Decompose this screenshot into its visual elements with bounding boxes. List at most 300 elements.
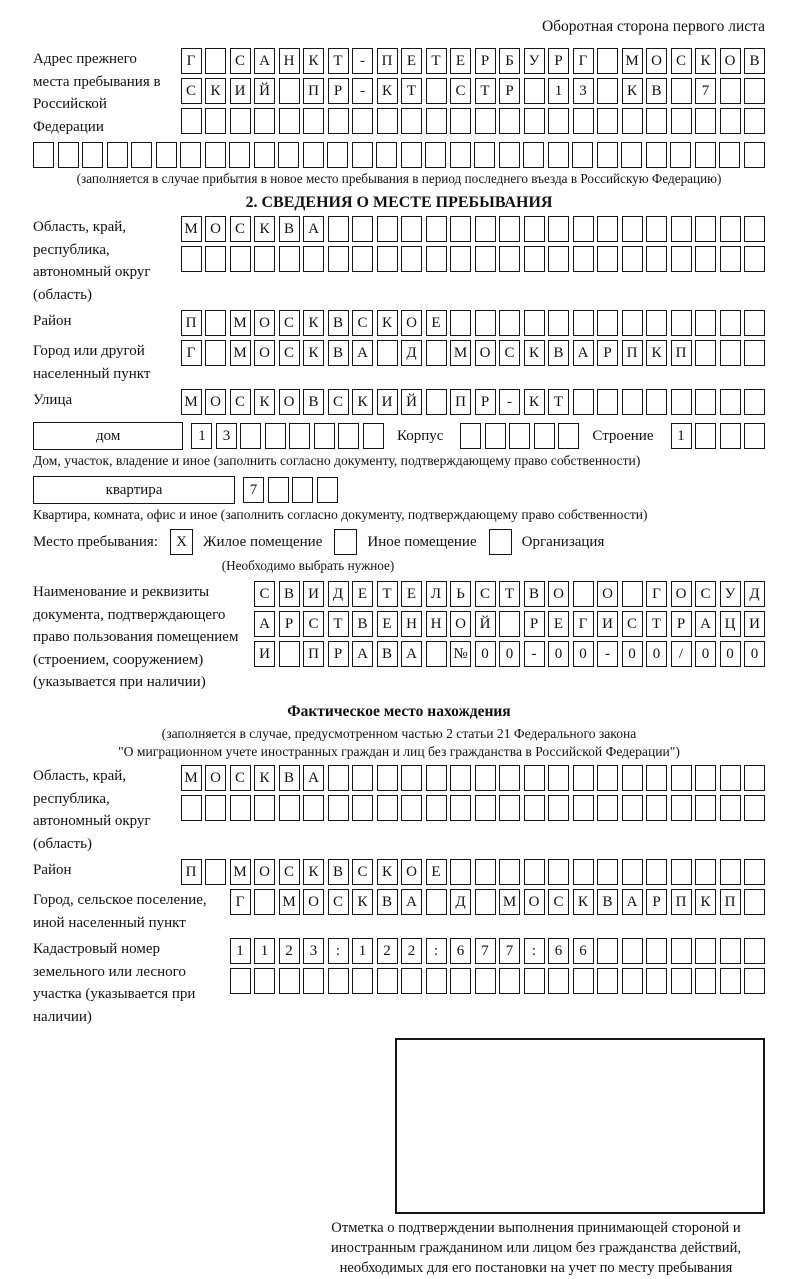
house-number-cells — [191, 423, 384, 449]
char-cell — [671, 795, 692, 821]
char-cell — [646, 795, 667, 821]
region-label: Область, край, республика, автономный округ (область) — [33, 219, 151, 303]
char-cell: В — [328, 310, 349, 336]
actual-district-label: Район — [33, 862, 72, 879]
char-cell: М — [181, 389, 202, 415]
actual-district-field — [33, 859, 765, 885]
char-cell: Р — [499, 78, 520, 104]
char-cell — [352, 142, 373, 168]
char-cell — [671, 765, 692, 791]
char-cell — [597, 938, 618, 964]
actual-district-rows — [181, 859, 766, 885]
char-cell: К — [352, 889, 373, 915]
char-cell: Й — [475, 611, 496, 637]
char-cell — [720, 423, 741, 449]
char-cell — [524, 108, 545, 134]
char-cell — [499, 968, 520, 994]
char-cell: А — [695, 611, 716, 637]
char-cell: 0 — [622, 641, 643, 667]
char-cell: С — [352, 859, 373, 885]
char-cell: С — [303, 611, 324, 637]
char-cell: : — [328, 938, 349, 964]
char-cell — [426, 765, 447, 791]
char-cell — [499, 765, 520, 791]
char-cell: : — [524, 938, 545, 964]
actual-location-note — [33, 725, 765, 762]
char-cell: К — [303, 48, 324, 74]
char-cell: 2 — [377, 938, 398, 964]
char-cell — [671, 108, 692, 134]
char-cell — [744, 889, 765, 915]
char-cell — [524, 246, 545, 272]
char-cell: О — [205, 765, 226, 791]
char-cell — [744, 795, 765, 821]
actual-region-rows — [181, 765, 766, 855]
char-cell: П — [303, 641, 324, 667]
char-cell: Н — [426, 611, 447, 637]
char-cell — [426, 795, 447, 821]
char-cell — [279, 968, 300, 994]
char-cell — [475, 246, 496, 272]
char-cell — [548, 859, 569, 885]
char-cell — [534, 423, 555, 449]
char-cell — [523, 142, 544, 168]
char-cell — [279, 78, 300, 104]
char-cell — [573, 765, 594, 791]
char-cell: А — [622, 889, 643, 915]
char-cell: 0 — [499, 641, 520, 667]
char-cell — [205, 340, 226, 366]
char-cell — [450, 795, 471, 821]
char-cell: С — [279, 310, 300, 336]
char-cell — [279, 641, 300, 667]
char-cell: Т — [475, 78, 496, 104]
char-cell: Г — [573, 611, 594, 637]
actual-region-label: Область, край, республика, автономный округ (область) — [33, 768, 151, 852]
char-cell — [572, 142, 593, 168]
char-cell: М — [499, 889, 520, 915]
char-cell — [475, 968, 496, 994]
char-cell: К — [303, 340, 324, 366]
char-cell — [205, 310, 226, 336]
char-cell — [499, 142, 520, 168]
char-cell — [279, 108, 300, 134]
char-cell — [303, 142, 324, 168]
char-cell — [377, 340, 398, 366]
char-cell — [597, 246, 618, 272]
char-cell — [450, 968, 471, 994]
char-cell: Г — [181, 48, 202, 74]
char-cell — [558, 423, 579, 449]
char-cell: Р — [475, 48, 496, 74]
house-widebox: дом — [33, 422, 183, 450]
char-cell: - — [524, 641, 545, 667]
char-cell: Р — [548, 48, 569, 74]
char-cell: Е — [426, 310, 447, 336]
char-cell — [720, 108, 741, 134]
char-cell — [744, 859, 765, 885]
char-cell — [622, 246, 643, 272]
char-cell — [327, 142, 348, 168]
char-cell: И — [744, 611, 765, 637]
char-cell — [646, 246, 667, 272]
char-cell — [460, 423, 481, 449]
char-cell: В — [524, 581, 545, 607]
char-cell — [352, 246, 373, 272]
char-cell — [450, 108, 471, 134]
city-rows — [181, 340, 766, 385]
char-cell — [450, 216, 471, 242]
char-cell — [485, 423, 506, 449]
char-cell — [524, 968, 545, 994]
char-cell — [744, 310, 765, 336]
char-cell: Д — [744, 581, 765, 607]
char-cell: 7 — [243, 477, 264, 503]
char-cell: О — [254, 859, 275, 885]
char-cell — [205, 48, 226, 74]
char-cell: Р — [597, 340, 618, 366]
char-cell — [744, 340, 765, 366]
stroenie-cells — [671, 423, 766, 449]
actual-location-title: Фактическое место нахождения — [287, 702, 511, 720]
apartment-cells — [243, 477, 338, 503]
char-cell — [499, 795, 520, 821]
char-cell — [205, 859, 226, 885]
char-cell — [548, 310, 569, 336]
char-cell: А — [254, 611, 275, 637]
char-cell: 3 — [573, 78, 594, 104]
char-cell: П — [622, 340, 643, 366]
char-cell — [230, 795, 251, 821]
char-cell: В — [328, 859, 349, 885]
char-cell — [597, 765, 618, 791]
char-cell — [646, 968, 667, 994]
char-cell: 0 — [548, 641, 569, 667]
char-cell — [695, 795, 716, 821]
char-cell — [107, 142, 128, 168]
char-cell — [744, 216, 765, 242]
char-cell: Е — [401, 581, 422, 607]
street-field — [33, 389, 765, 415]
actual-city-label: Город, сельское поселение, иной населенный пункт — [33, 892, 207, 931]
char-cell: Р — [279, 611, 300, 637]
cadastre-rows — [230, 938, 766, 1028]
section2-title: 2. СВЕДЕНИЯ О МЕСТЕ ПРЕБЫВАНИЯ — [245, 194, 553, 211]
char-cell — [720, 310, 741, 336]
char-cell: С — [328, 389, 349, 415]
char-cell: П — [671, 889, 692, 915]
char-cell: К — [695, 48, 716, 74]
char-cell: С — [622, 611, 643, 637]
char-cell — [524, 859, 545, 885]
char-cell — [181, 108, 202, 134]
actual-location-note-line1: (заполняется в случае, предусмотренном частью 2 статьи 21 Федерального закона — [161, 725, 637, 741]
stay-option-other-label: Иное помещение — [367, 533, 477, 550]
char-cell — [720, 340, 741, 366]
char-cell — [426, 389, 447, 415]
char-cell: К — [303, 310, 324, 336]
char-cell — [695, 859, 716, 885]
char-cell — [720, 78, 741, 104]
char-cell: Д — [328, 581, 349, 607]
char-cell: 0 — [695, 641, 716, 667]
char-cell — [328, 765, 349, 791]
char-cell: 7 — [499, 938, 520, 964]
char-cell: В — [352, 611, 373, 637]
char-cell — [450, 859, 471, 885]
char-cell — [499, 246, 520, 272]
char-cell — [205, 142, 226, 168]
char-cell: 1 — [230, 938, 251, 964]
char-cell: О — [646, 48, 667, 74]
stroenie-label: Строение — [592, 427, 654, 444]
char-cell: В — [279, 581, 300, 607]
char-cell — [401, 142, 422, 168]
actual-region-row-2 — [181, 795, 766, 821]
page-side-note: Оборотная сторона первого листа — [541, 18, 765, 35]
char-cell — [524, 795, 545, 821]
char-cell — [303, 246, 324, 272]
char-cell: С — [352, 310, 373, 336]
char-cell — [671, 938, 692, 964]
region-rows — [181, 216, 766, 306]
char-cell — [744, 968, 765, 994]
char-cell — [720, 246, 741, 272]
char-cell — [328, 216, 349, 242]
char-cell — [597, 108, 618, 134]
char-cell: О — [254, 340, 275, 366]
char-cell — [279, 795, 300, 821]
char-cell: 6 — [573, 938, 594, 964]
char-cell: И — [303, 581, 324, 607]
char-cell — [401, 108, 422, 134]
char-cell: В — [377, 889, 398, 915]
char-cell — [230, 246, 251, 272]
char-cell — [401, 246, 422, 272]
char-cell: К — [573, 889, 594, 915]
char-cell — [720, 938, 741, 964]
char-cell: О — [205, 216, 226, 242]
char-cell — [646, 765, 667, 791]
char-cell: О — [524, 889, 545, 915]
char-cell: Г — [230, 889, 251, 915]
actual-location-note-line2: "О миграционном учете иностранных граждан и лиц без гражданства в Российской Федерации") — [118, 743, 680, 759]
char-cell — [597, 310, 618, 336]
char-cell — [524, 78, 545, 104]
char-cell — [230, 108, 251, 134]
cadastre-row-2 — [230, 968, 766, 994]
char-cell — [622, 795, 643, 821]
char-cell — [597, 78, 618, 104]
char-cell: Н — [279, 48, 300, 74]
char-cell: А — [303, 765, 324, 791]
char-cell: Т — [328, 48, 349, 74]
char-cell — [548, 968, 569, 994]
char-cell — [671, 216, 692, 242]
char-cell: В — [646, 78, 667, 104]
char-cell — [401, 968, 422, 994]
char-cell: Д — [401, 340, 422, 366]
actual-city-field — [33, 889, 765, 934]
char-cell: А — [401, 641, 422, 667]
city-label: Город или другой населенный пункт — [33, 343, 151, 382]
char-cell: П — [181, 310, 202, 336]
char-cell — [426, 216, 447, 242]
char-cell — [426, 889, 447, 915]
char-cell — [205, 795, 226, 821]
char-cell — [377, 246, 398, 272]
district-row — [181, 310, 766, 336]
char-cell: К — [524, 389, 545, 415]
char-cell: 3 — [303, 938, 324, 964]
char-cell — [352, 968, 373, 994]
char-cell: К — [377, 310, 398, 336]
char-cell: С — [450, 78, 471, 104]
char-cell — [671, 859, 692, 885]
actual-city-rows — [230, 889, 766, 934]
korpus-label: Корпус — [396, 427, 444, 444]
char-cell — [573, 389, 594, 415]
char-cell — [573, 795, 594, 821]
district-label: Район — [33, 313, 72, 329]
char-cell: А — [254, 48, 275, 74]
char-cell — [744, 78, 765, 104]
char-cell — [499, 611, 520, 637]
document-field — [33, 581, 765, 694]
char-cell — [377, 216, 398, 242]
prev-address-rows — [181, 48, 766, 138]
char-cell — [268, 477, 289, 503]
char-cell — [303, 968, 324, 994]
char-cell — [646, 938, 667, 964]
char-cell: Е — [377, 611, 398, 637]
char-cell: М — [230, 310, 251, 336]
char-cell: К — [352, 389, 373, 415]
char-cell: С — [230, 389, 251, 415]
char-cell: С — [279, 340, 300, 366]
char-cell — [646, 216, 667, 242]
region-row-1 — [181, 216, 766, 242]
char-cell: О — [720, 48, 741, 74]
street-rows — [181, 389, 766, 415]
char-cell: И — [230, 78, 251, 104]
char-cell — [426, 340, 447, 366]
char-cell: В — [303, 389, 324, 415]
char-cell — [352, 765, 373, 791]
char-cell: К — [646, 340, 667, 366]
document-row-1 — [254, 581, 765, 607]
stamp-box — [395, 1038, 765, 1214]
char-cell: 0 — [720, 641, 741, 667]
char-cell — [254, 795, 275, 821]
char-cell: К — [524, 340, 545, 366]
char-cell — [646, 108, 667, 134]
char-cell: Е — [426, 859, 447, 885]
prev-address-row-3 — [181, 108, 766, 134]
char-cell — [499, 216, 520, 242]
char-cell: В — [377, 641, 398, 667]
char-cell — [254, 142, 275, 168]
char-cell — [622, 938, 643, 964]
char-cell: К — [205, 78, 226, 104]
char-cell: П — [181, 859, 202, 885]
char-cell — [744, 142, 765, 168]
char-cell — [377, 968, 398, 994]
char-cell: О — [597, 581, 618, 607]
char-cell — [573, 108, 594, 134]
char-cell — [548, 108, 569, 134]
char-cell — [548, 246, 569, 272]
char-cell: В — [279, 216, 300, 242]
char-cell: Р — [671, 611, 692, 637]
char-cell — [328, 108, 349, 134]
char-cell — [597, 48, 618, 74]
char-cell — [695, 340, 716, 366]
char-cell: Л — [426, 581, 447, 607]
actual-district-row — [181, 859, 766, 885]
char-cell — [744, 938, 765, 964]
char-cell — [719, 142, 740, 168]
document-rows — [254, 581, 765, 694]
char-cell — [524, 216, 545, 242]
char-cell — [475, 108, 496, 134]
char-cell — [646, 142, 667, 168]
char-cell — [278, 142, 299, 168]
char-cell — [363, 423, 384, 449]
char-cell — [744, 108, 765, 134]
char-cell: М — [279, 889, 300, 915]
char-cell — [317, 477, 338, 503]
char-cell: К — [254, 765, 275, 791]
char-cell — [695, 216, 716, 242]
char-cell — [230, 968, 251, 994]
char-cell — [82, 142, 103, 168]
cadastre-row-1 — [230, 938, 766, 964]
char-cell — [720, 795, 741, 821]
char-cell: Т — [401, 78, 422, 104]
char-cell — [181, 795, 202, 821]
char-cell: Й — [254, 78, 275, 104]
char-cell: П — [671, 340, 692, 366]
char-cell — [720, 216, 741, 242]
char-cell — [450, 142, 471, 168]
char-cell: Р — [524, 611, 545, 637]
char-cell — [548, 216, 569, 242]
char-cell: 3 — [216, 423, 237, 449]
stay-type-label: Место пребывания: — [33, 533, 158, 550]
char-cell — [401, 765, 422, 791]
char-cell — [720, 859, 741, 885]
stay-option-residential-label: Жилое помещение — [203, 533, 323, 550]
char-cell — [671, 389, 692, 415]
district-rows — [181, 310, 766, 336]
char-cell: О — [671, 581, 692, 607]
char-cell: Р — [475, 389, 496, 415]
char-cell: 1 — [671, 423, 692, 449]
char-cell: В — [744, 48, 765, 74]
char-cell — [646, 389, 667, 415]
char-cell: В — [328, 340, 349, 366]
char-cell: / — [671, 641, 692, 667]
char-cell — [303, 795, 324, 821]
char-cell: 1 — [191, 423, 212, 449]
char-cell: Е — [548, 611, 569, 637]
char-cell: К — [254, 389, 275, 415]
char-cell — [265, 423, 286, 449]
cadastre-field — [33, 938, 765, 1028]
char-cell — [573, 859, 594, 885]
char-cell — [475, 310, 496, 336]
